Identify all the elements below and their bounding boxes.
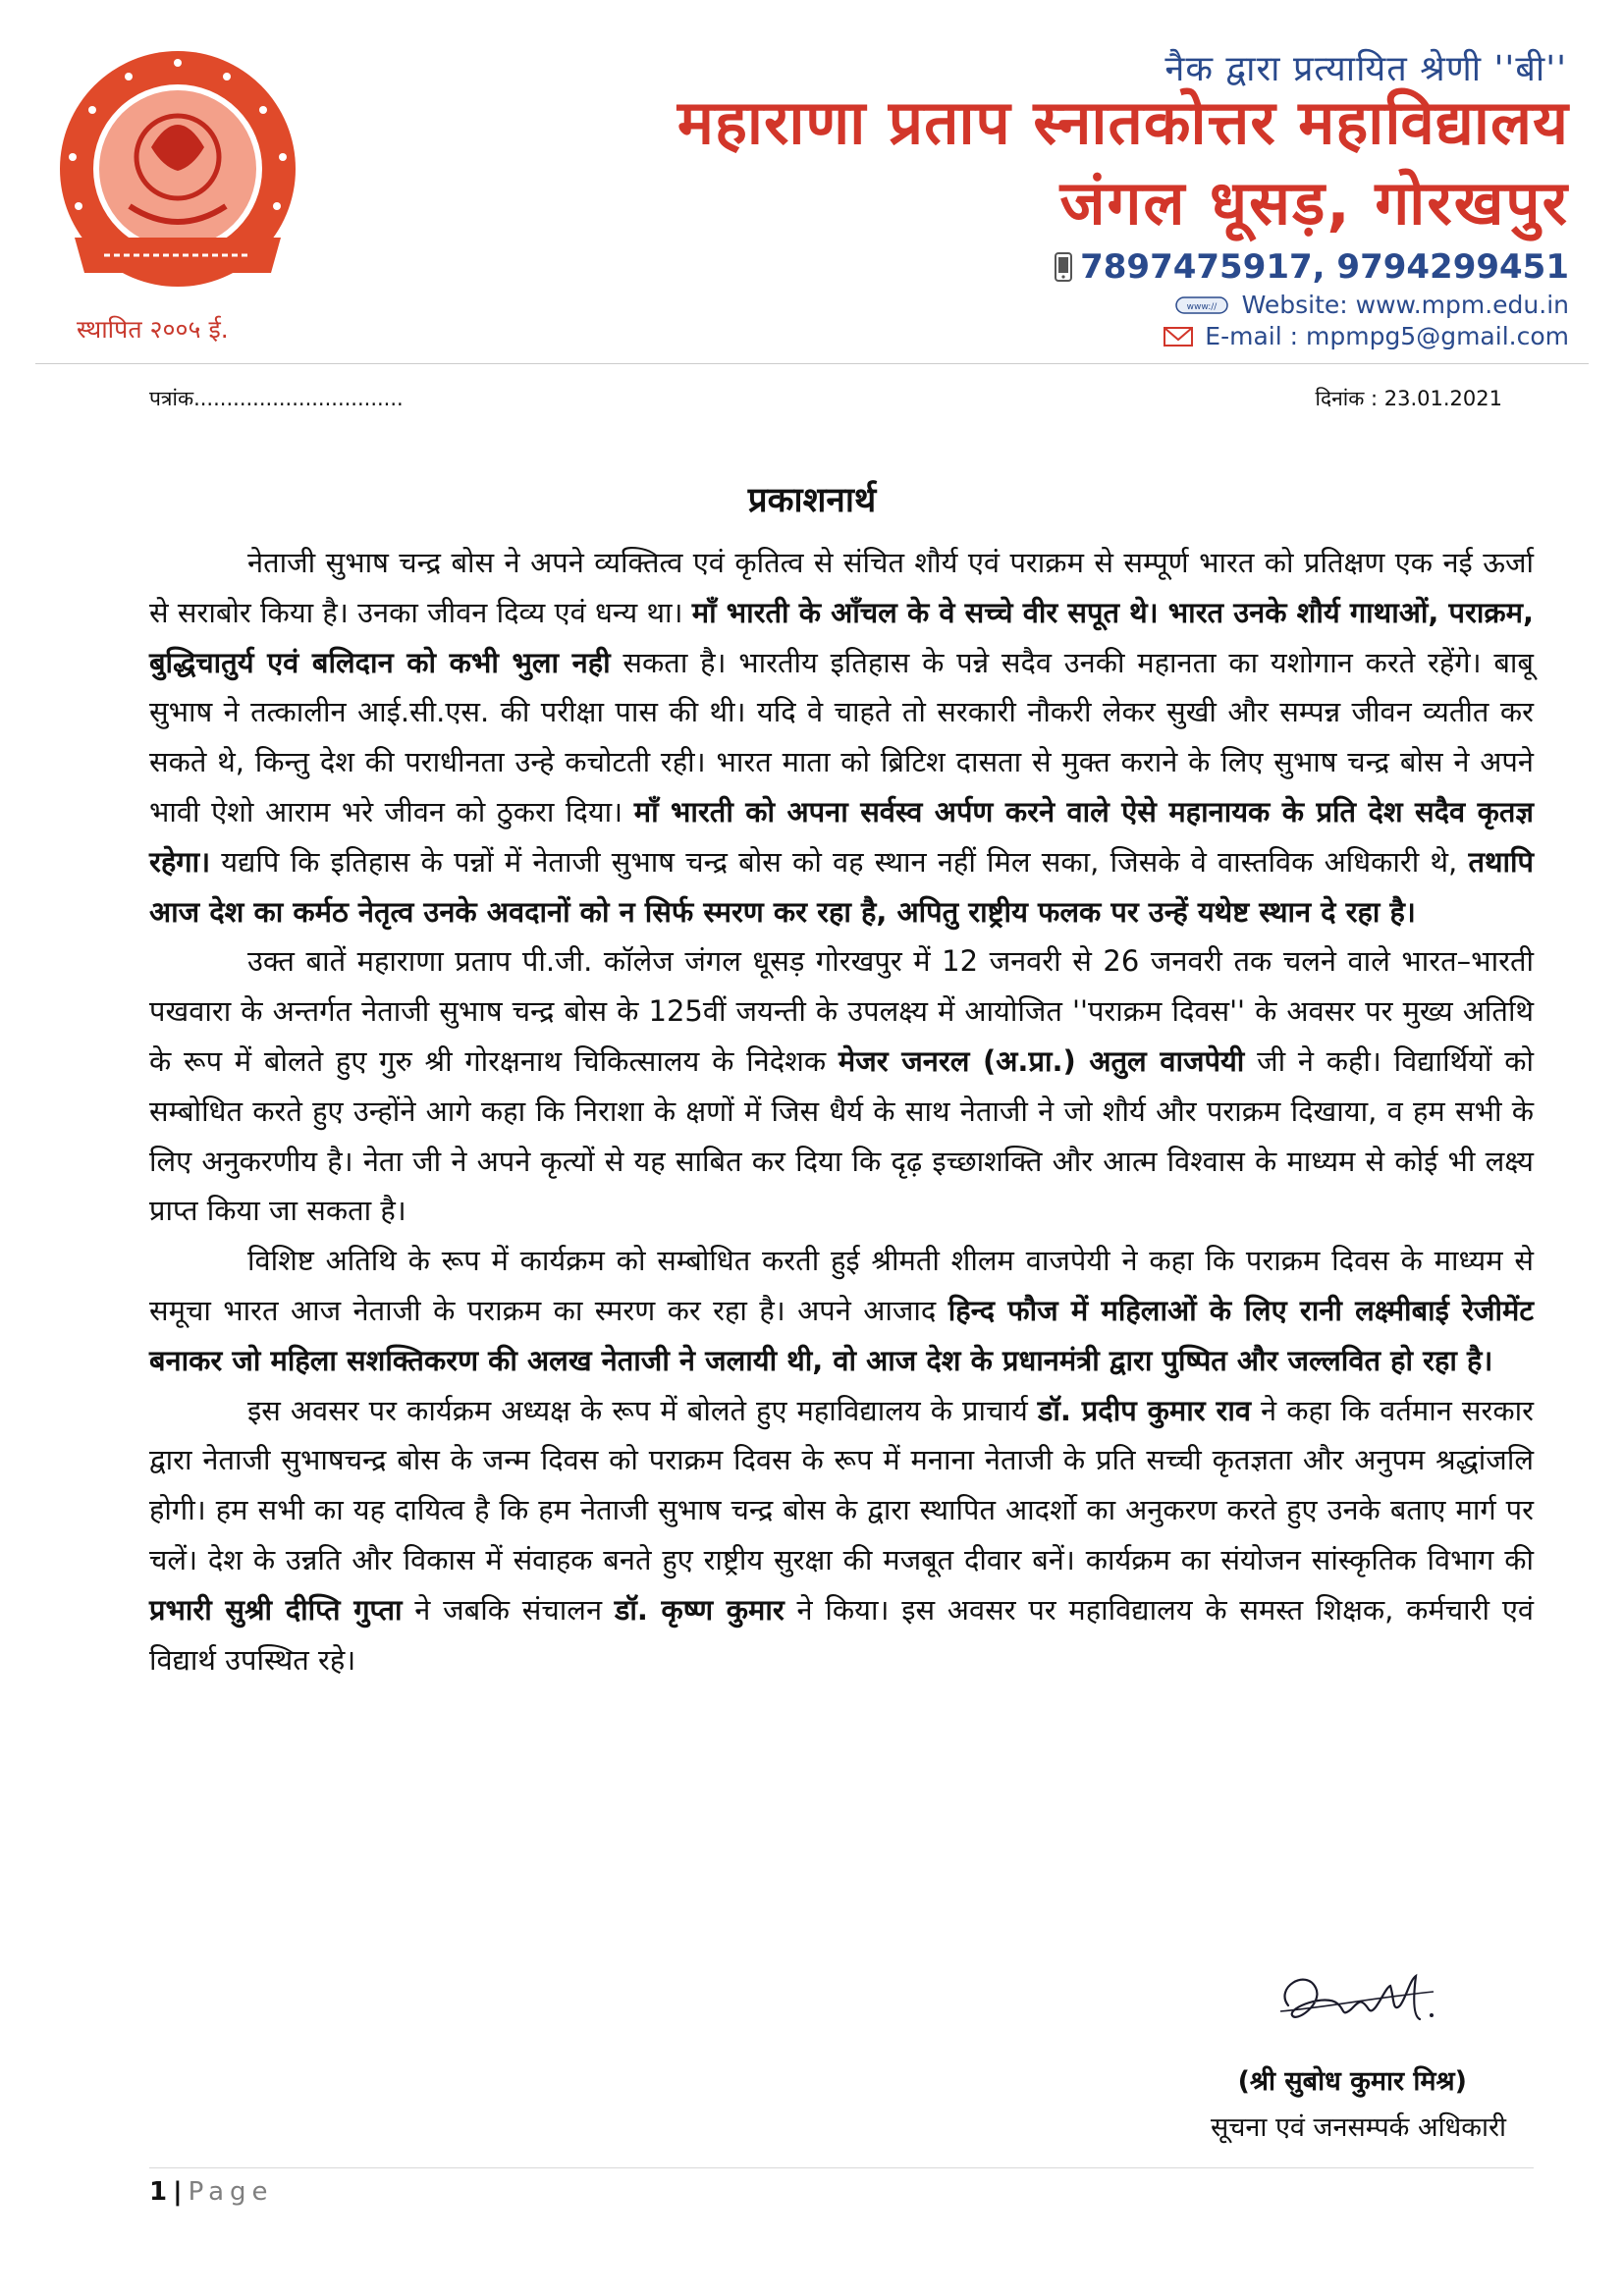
- email-line: [1164, 322, 1569, 350]
- emphasized-text: हिन्द फौज में महिलाओं के लिए रानी लक्ष्मीबाई रेजीमेंट बनाकर जो महिला सशक्तिकरण की अलख नेताजी ने जलायी थी, वो आज देश के प्रधानमंत्री द्वारा पुष्पित और जल्लवित हो रहा है।: [149, 1293, 1535, 1377]
- footer-divider: [149, 2167, 1534, 2168]
- emphasized-text: डॉ. कृष्ण कुमार: [614, 1592, 785, 1627]
- signatory-designation: सूचना एवं जनसम्पर्क अधिकारी: [1210, 2112, 1506, 2143]
- signatory-name: (श्री सुबोध कुमार मिश्र): [1237, 2066, 1467, 2097]
- handwritten-signature-icon: [1267, 1958, 1443, 2037]
- website-link[interactable]: Website: www.mpm.edu.in: [1241, 291, 1569, 319]
- mobile-phone-icon: [1055, 252, 1072, 282]
- paragraph-text: नेताजी सुभाष चन्द्र बोस ने अपने व्यक्तित्व एवं कृतित्व से संचित शौर्य एवं पराक्रम से सम्पूर्ण भारत को प्रतिक्षण एक नई ऊर्जा से सराबोर किया है। उनका जीवन दिव्य एवं धन्य था।: [149, 546, 1534, 629]
- paragraph-text: इस अवसर पर कार्यक्रम अध्यक्ष के रूप में बोलते हुए महाविद्यालय के प्राचार्य: [247, 1393, 1038, 1427]
- body-paragraph: [149, 538, 1534, 936]
- body-paragraph: [149, 936, 1534, 1236]
- press-release-body: [149, 538, 1534, 1684]
- accreditation-text: नैक द्वारा प्रत्यायित श्रेणी ''बी'': [1164, 49, 1567, 89]
- document-title: प्रकाशनार्थ: [747, 481, 877, 520]
- paragraph-text: ने जबकि संचालन: [402, 1592, 615, 1627]
- website-line: [1175, 291, 1569, 319]
- emphasized-text: प्रभारी सुश्री दीप्ति गुप्ता: [149, 1592, 403, 1627]
- college-seal-icon: [35, 41, 320, 326]
- svg-text:www://: www://: [1186, 301, 1217, 312]
- emphasized-text: माँ भारती को अपना सर्वस्व अर्पण करने वाले ऐसे महानायक के प्रति देश सदैव कृतज्ञ रहेगा।: [149, 794, 1534, 879]
- established-year: स्थापित २००५ ई.: [77, 315, 229, 344]
- paragraph-text: यद्यपि कि इतिहास के पन्नों में नेताजी सुभाष चन्द्र बोस को वह स्थान नहीं मिल सका, जिसके वे वास्तविक अधिकारी थे,: [210, 844, 1469, 879]
- emphasized-text: मेजर जनरल (अ.प्रा.) अतुल वाजपेयी: [838, 1043, 1245, 1078]
- footer-separator: |: [173, 2177, 183, 2207]
- globe-www-icon: [1175, 294, 1228, 316]
- emphasized-text: तथापि आज देश का कर्मठ नेतृत्व उनके अवदानों को न सिर्फ स्मरण कर रहा है, अपितु राष्ट्रीय फलक पर उन्हें यथेष्ट स्थान दे रहा है।: [149, 844, 1534, 929]
- paragraph-text: उक्त बातें महाराणा प्रताप पी.जी. कॉलेज जंगल धूसड़ गोरखपुर में 12 जनवरी से 26 जनवरी तक चलने वाले भारत–भारती पखवारा के अन्तर्गत नेताजी सुभाष चन्द्र बोस के 125वीं जयन्ती के उपलक्ष्य में आयोजित ''पराक्रम दिवस'' के अवसर पर मुख्य अतिथि के रूप में बोलते हुए गुरु श्री गोरक्षनाथ चिकित्सालय के निदेशक: [149, 944, 1534, 1078]
- envelope-icon: [1164, 326, 1193, 347]
- paragraph-text: सकता है। भारतीय इतिहास के पन्ने सदैव उनकी महानता का यशोगान करते रहेंगे। बाबू सुभाष ने तत्कालीन आई.सी.एस. की परीक्षा पास की थी। यदि वे चाहते तो सरकारी नौकरी लेकर सुखी और सम्पन्न जीवन व्यतीत कर सकते थे, किन्तु देश की पराधीनता उन्हे कचोटती रही। भारत माता को ब्रिटिश दासता से मुक्त कराने के लिए सुभाष चन्द्र बोस ने अपने भावी ऐशो आराम भरे जीवन को ठुकरा दिया।: [149, 645, 1534, 828]
- phone-line: [1055, 247, 1569, 287]
- paragraph-text: ने कहा कि वर्तमान सरकार द्वारा नेताजी सुभाषचन्द्र बोस के जन्म दिवस को पराक्रम दिवस के रूप में मनाना नेताजी के प्रति सच्ची कृतज्ञता और अनुपम श्रद्धांजलि होगी। हम सभी का यह दायित्व है कि हम नेताजी सुभाष चन्द्र बोस के द्वारा स्थापित आदर्शो का अनुकरण करते हुए उनके बताए मार्ग पर चलें। देश के उन्नति और विकास में संवाहक बनते हुए राष्ट्रीय सुरक्षा की मजबूत दीवार बनें। कार्यक्रम का संयोजन सांस्कृतिक विभाग की: [149, 1393, 1534, 1576]
- body-paragraph: [149, 1386, 1534, 1685]
- page-footer: [149, 2177, 274, 2207]
- header-divider: [35, 363, 1589, 364]
- paragraph-text: जी ने कही। विद्यार्थियों को सम्बोधित करते हुए उन्होंने आगे कहा कि निराशा के क्षणों में जिस धैर्य के साथ नेताजी ने जो शौर्य और पराक्रम दिखाया, व हम सभी के लिए अनुकरणीय है। नेता जी ने अपने कृत्यों से यह साबित कर दिया कि दृढ़ इच्छाशक्ति और आत्म विश्वास के माध्यम से कोई भी लक्ष्य प्राप्त किया जा सकता है।: [149, 1043, 1534, 1228]
- page-number: 1: [149, 2177, 168, 2207]
- college-location: जंगल धूसड़, गोरखपुर: [1059, 167, 1569, 239]
- paragraph-text: ने किया। इस अवसर पर महाविद्यालय के समस्त शिक्षक, कर्मचारी एवं विद्यार्थ उपस्थित रहे।: [149, 1592, 1534, 1677]
- emphasized-text: डॉ. प्रदीप कुमार राव: [1037, 1393, 1252, 1427]
- email-link[interactable]: E-mail : mpmpg5@gmail.com: [1205, 322, 1569, 350]
- reference-number-field: पत्रांक................................: [149, 387, 404, 410]
- paragraph-text: विशिष्ट अतिथि के रूप में कार्यक्रम को सम्बोधित करती हुई श्रीमती शीलम वाजपेयी ने कहा कि पराक्रम दिवस के माध्यम से समूचा भारत आज नेताजी के पराक्रम का स्मरण कर रहा है। अपने आजाद: [149, 1244, 1534, 1327]
- emphasized-text: माँ भारती के आँचल के वे सच्चे वीर सपूत थे। भारत उनके शौर्य गाथाओं, पराक्रम, बुद्धिचातुर्य एवं बलिदान को कभी भुला नही: [149, 595, 1534, 679]
- college-name: महाराणा प्रताप स्नातकोत्तर महाविद्यालय: [677, 86, 1569, 158]
- letter-date: दिनांक : 23.01.2021: [1315, 387, 1502, 410]
- page-label: Page: [188, 2177, 274, 2207]
- phone-numbers: 7897475917, 9794299451: [1080, 247, 1569, 287]
- body-paragraph: [149, 1236, 1534, 1385]
